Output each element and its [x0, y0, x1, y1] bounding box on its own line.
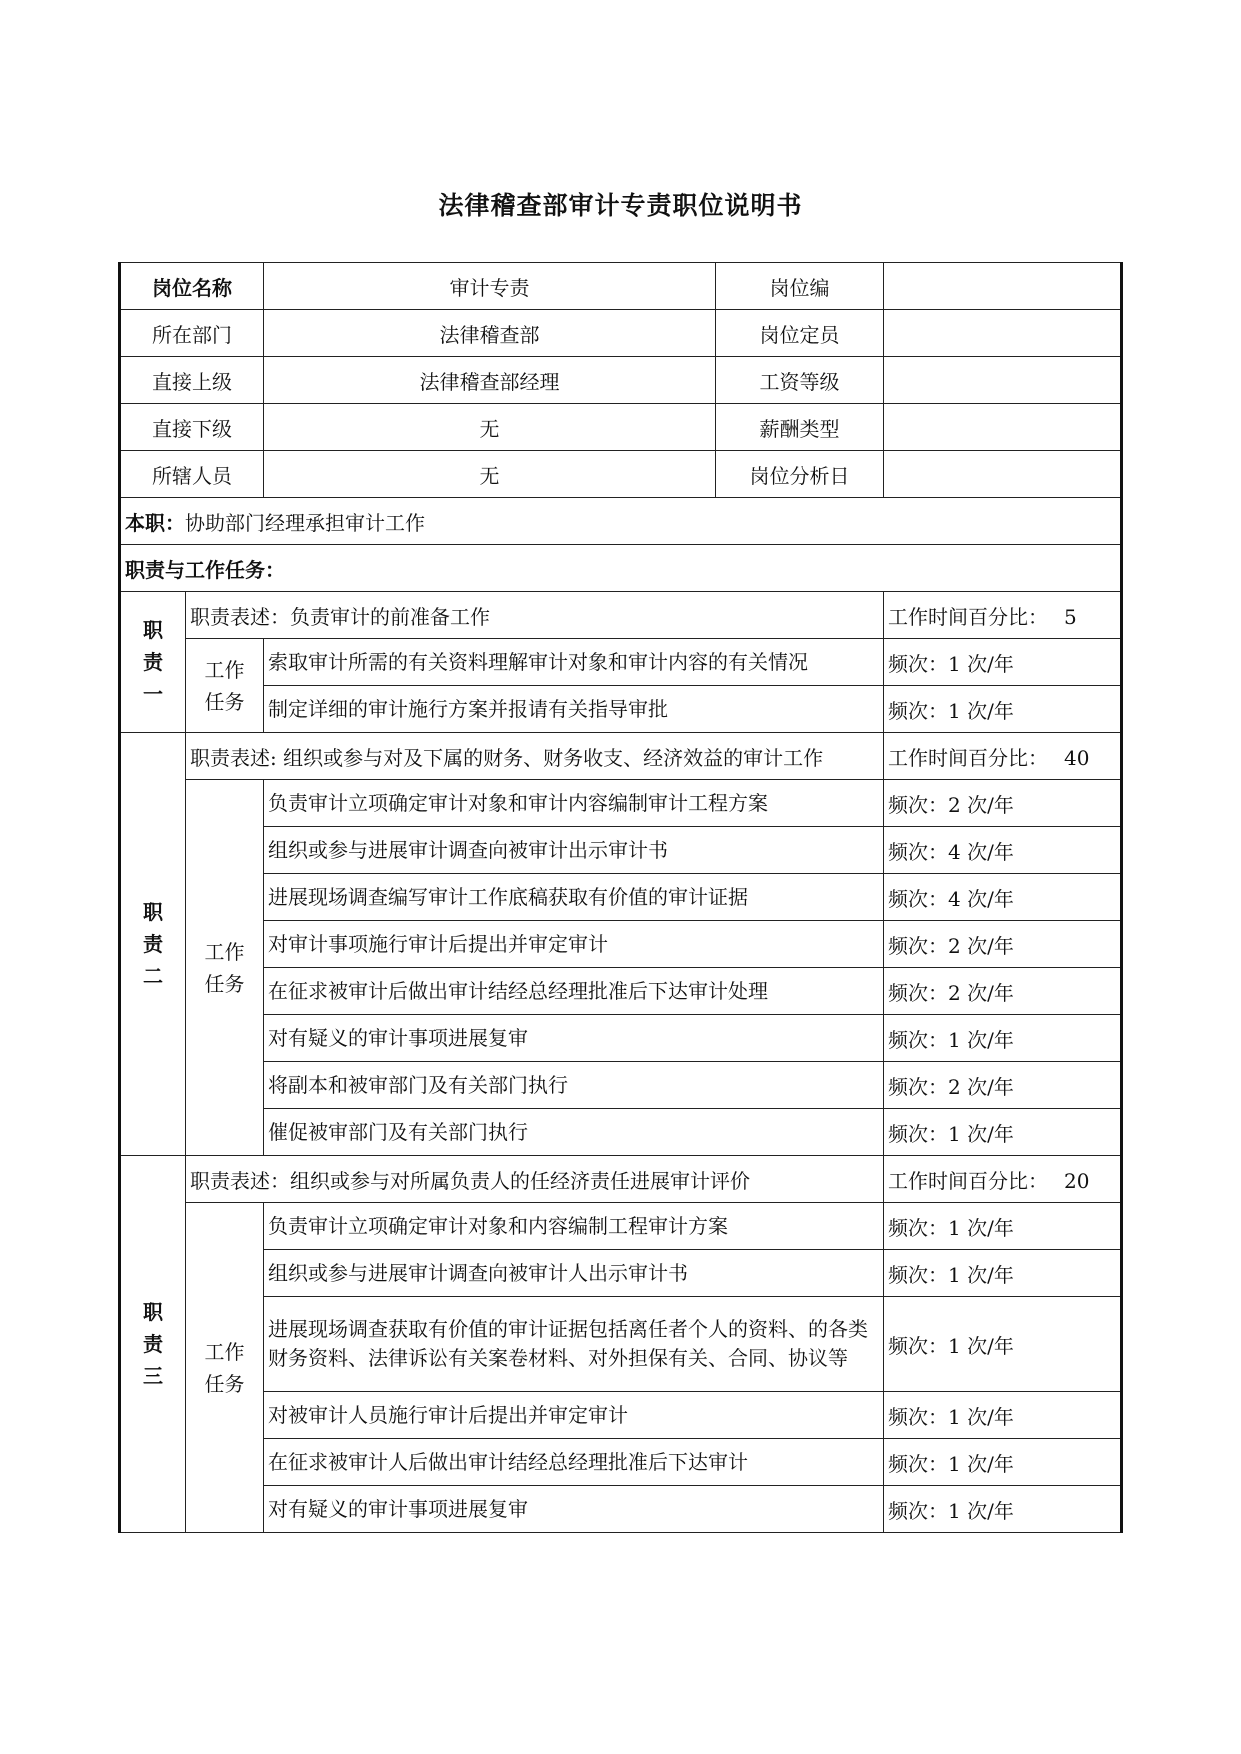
duty-label-char: 责: [143, 650, 163, 674]
task-text: 组织或参与进展审计调查向被审计出示审计书: [264, 827, 884, 874]
info-value: 法律稽查部经理: [264, 357, 716, 404]
time-percentage-value: 20: [1064, 1168, 1090, 1193]
duty-description: 职责表述: 组织或参与对及下属的财务、财务收支、经济效益的审计工作: [186, 733, 884, 780]
task-row: [120, 968, 1122, 1015]
info-row: [120, 404, 1122, 451]
task-row: [120, 1250, 1122, 1297]
task-row: [120, 1109, 1122, 1156]
time-percentage: [884, 1156, 1122, 1203]
task-row: [120, 686, 1122, 733]
task-text: 索取审计所需的有关资料理解审计对象和审计内容的有关情况: [264, 639, 884, 686]
time-percentage-label: 工作时间百分比：: [888, 745, 1048, 770]
task-frequency: 频次：1 次/年: [884, 1297, 1122, 1392]
duty-label-char: 三: [143, 1364, 163, 1388]
info-row: [120, 451, 1122, 498]
task-label-line: 任务: [204, 1371, 245, 1396]
task-row: [120, 921, 1122, 968]
task-row: [120, 1439, 1122, 1486]
task-frequency: 频次：1 次/年: [884, 1109, 1122, 1156]
task-text: 负责审计立项确定审计对象和内容编制工程审计方案: [264, 1203, 884, 1250]
task-row: [120, 1062, 1122, 1109]
task-text: 在征求被审计人后做出审计结经总经理批准后下达审计: [264, 1439, 884, 1486]
task-text: 负责审计立项确定审计对象和审计内容编制审计工程方案: [264, 780, 884, 827]
info-value: 无: [264, 451, 716, 498]
time-percentage: [884, 733, 1122, 780]
duty-label-char: 职: [143, 1300, 163, 1324]
task-frequency: 频次：1 次/年: [884, 639, 1122, 686]
task-text: 对被审计人员施行审计后提出并审定审计: [264, 1392, 884, 1439]
duty-description: 职责表述：组织或参与对所属负责人的任经济责任进展审计评价: [186, 1156, 884, 1203]
info-value: [884, 310, 1122, 357]
duty-label-char: 责: [143, 932, 163, 956]
task-frequency: 频次：1 次/年: [884, 1439, 1122, 1486]
task-label-line: 工作: [204, 657, 245, 682]
task-frequency: 频次：2 次/年: [884, 968, 1122, 1015]
info-row: [120, 263, 1122, 310]
task-row: [120, 1297, 1122, 1392]
duties-header: 职责与工作任务：: [120, 545, 1122, 592]
duty-label: [120, 1156, 186, 1533]
task-frequency: 频次：2 次/年: [884, 780, 1122, 827]
task-text: 催促被审部门及有关部门执行: [264, 1109, 884, 1156]
time-percentage-label: 工作时间百分比：: [888, 1168, 1048, 1193]
task-frequency: 频次：2 次/年: [884, 921, 1122, 968]
duty-label-char: 职: [143, 900, 163, 924]
task-row: [120, 874, 1122, 921]
task-text: 进展现场调查获取有价值的审计证据包括离任者个人的资料、的各类财务资料、法律诉讼有关案卷材料、对外担保有关、合同、协议等: [264, 1297, 884, 1392]
task-label: [186, 1203, 264, 1533]
task-label-line: 任务: [204, 971, 245, 996]
task-text: 组织或参与进展审计调查向被审计人出示审计书: [264, 1250, 884, 1297]
task-frequency: 频次：1 次/年: [884, 1203, 1122, 1250]
info-label: 薪酬类型: [716, 404, 884, 451]
task-frequency: 频次：4 次/年: [884, 874, 1122, 921]
task-text: 将副本和被审部门及有关部门执行: [264, 1062, 884, 1109]
info-label: 所辖人员: [120, 451, 264, 498]
info-value: 审计专责: [264, 263, 716, 310]
task-label: [186, 780, 264, 1156]
duty-label-char: 二: [143, 964, 163, 988]
benzhi-label: 本职：: [125, 510, 185, 535]
duty-desc-row: [120, 1156, 1122, 1203]
info-value: [884, 404, 1122, 451]
task-label-line: 工作: [204, 1339, 245, 1364]
time-percentage: [884, 592, 1122, 639]
task-label-line: 工作: [204, 939, 245, 964]
task-row: [120, 1486, 1122, 1533]
info-label: 岗位定员: [716, 310, 884, 357]
info-row: [120, 310, 1122, 357]
task-row: [120, 639, 1122, 686]
task-frequency: 频次：1 次/年: [884, 1392, 1122, 1439]
task-frequency: 频次：1 次/年: [884, 1015, 1122, 1062]
benzhi-row: [120, 498, 1122, 545]
task-label-line: 任务: [204, 689, 245, 714]
task-frequency: 频次：1 次/年: [884, 1486, 1122, 1533]
task-text: 对有疑义的审计事项进展复审: [264, 1486, 884, 1533]
task-frequency: 频次：4 次/年: [884, 827, 1122, 874]
task-row: [120, 1392, 1122, 1439]
task-frequency: 频次：1 次/年: [884, 1250, 1122, 1297]
info-value: 无: [264, 404, 716, 451]
info-label: 直接上级: [120, 357, 264, 404]
info-row: [120, 357, 1122, 404]
duty-description: 职责表述：负责审计的前准备工作: [186, 592, 884, 639]
info-label: 岗位编: [716, 263, 884, 310]
info-value: [884, 357, 1122, 404]
task-text: 在征求被审计后做出审计结经总经理批准后下达审计处理: [264, 968, 884, 1015]
duty-desc-row: [120, 592, 1122, 639]
time-percentage-value: 40: [1064, 745, 1090, 770]
task-text: 对有疑义的审计事项进展复审: [264, 1015, 884, 1062]
time-percentage-label: 工作时间百分比：: [888, 604, 1048, 629]
info-label: 工资等级: [716, 357, 884, 404]
duty-label-char: 一: [143, 682, 163, 706]
time-percentage-value: 5: [1064, 604, 1077, 629]
task-row: [120, 1015, 1122, 1062]
benzhi-cell: [120, 498, 1122, 545]
info-value: 法律稽查部: [264, 310, 716, 357]
info-label: 直接下级: [120, 404, 264, 451]
info-label: 岗位名称: [120, 263, 264, 310]
duties-header-row: [120, 545, 1122, 592]
info-label: 所在部门: [120, 310, 264, 357]
task-row: [120, 827, 1122, 874]
task-label: [186, 639, 264, 733]
duty-label: [120, 733, 186, 1156]
info-label: 岗位分析日: [716, 451, 884, 498]
task-text: 对审计事项施行审计后提出并审定审计: [264, 921, 884, 968]
task-row: [120, 780, 1122, 827]
duty-label-char: 职: [143, 618, 163, 642]
duty-label: [120, 592, 186, 733]
duty-desc-row: [120, 733, 1122, 780]
task-row: [120, 1203, 1122, 1250]
info-value: [884, 451, 1122, 498]
info-value: [884, 263, 1122, 310]
task-frequency: 频次：1 次/年: [884, 686, 1122, 733]
task-text: 进展现场调查编写审计工作底稿获取有价值的审计证据: [264, 874, 884, 921]
job-description-table: [118, 262, 1123, 1533]
benzhi-text: 协助部门经理承担审计工作: [185, 510, 425, 535]
task-text: 制定详细的审计施行方案并报请有关指导审批: [264, 686, 884, 733]
document-title: 法律稽查部审计专责职位说明书: [438, 191, 803, 220]
duty-label-char: 责: [143, 1332, 163, 1356]
task-frequency: 频次：2 次/年: [884, 1062, 1122, 1109]
